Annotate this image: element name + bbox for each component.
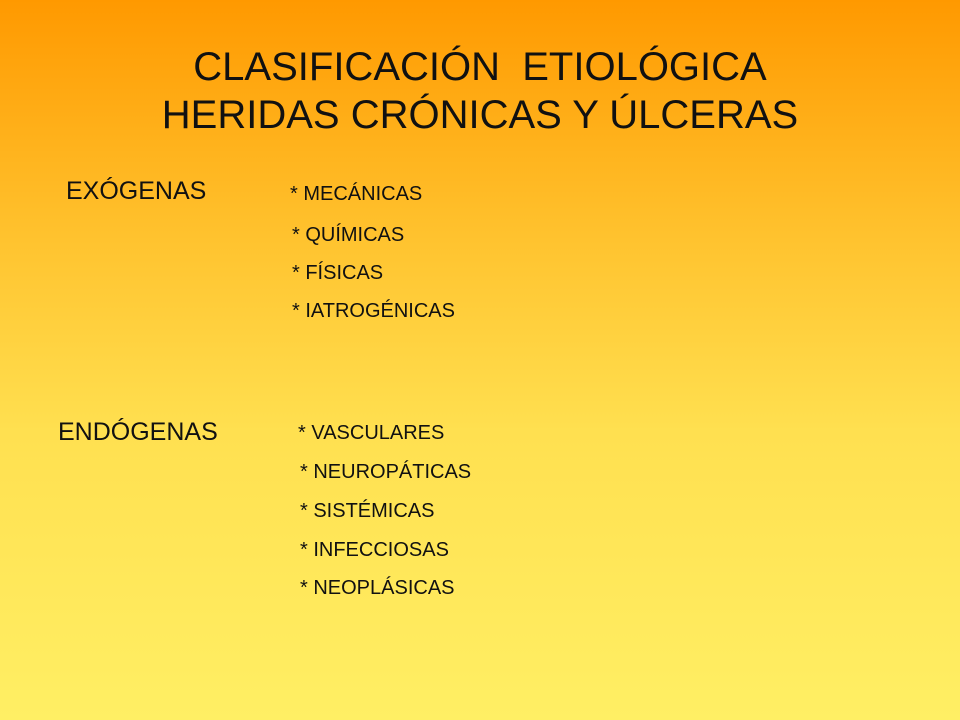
item-neoplasicas: * NEOPLÁSICAS <box>300 577 455 599</box>
item-neuropaticas: * NEUROPÁTICAS <box>300 461 472 483</box>
item-fisicas: * FÍSICAS <box>292 262 384 284</box>
group-label-endogenas: ENDÓGENAS <box>58 418 218 446</box>
item-quimicas: * QUÍMICAS <box>292 224 405 246</box>
item-sistemicas: * SISTÉMICAS <box>300 500 435 522</box>
item-vasculares: * VASCULARES <box>298 422 445 444</box>
item-infecciosas: * INFECCIOSAS <box>300 539 449 561</box>
item-iatrogenicas: * IATROGÉNICAS <box>292 300 455 322</box>
slide-title-line-2: HERIDAS CRÓNICAS Y ÚLCERAS <box>161 93 799 137</box>
slide-title-line-1: CLASIFICACIÓN ETIOLÓGICA <box>193 45 767 89</box>
item-mecanicas: * MECÁNICAS <box>290 183 423 205</box>
group-label-exogenas: EXÓGENAS <box>66 177 207 205</box>
